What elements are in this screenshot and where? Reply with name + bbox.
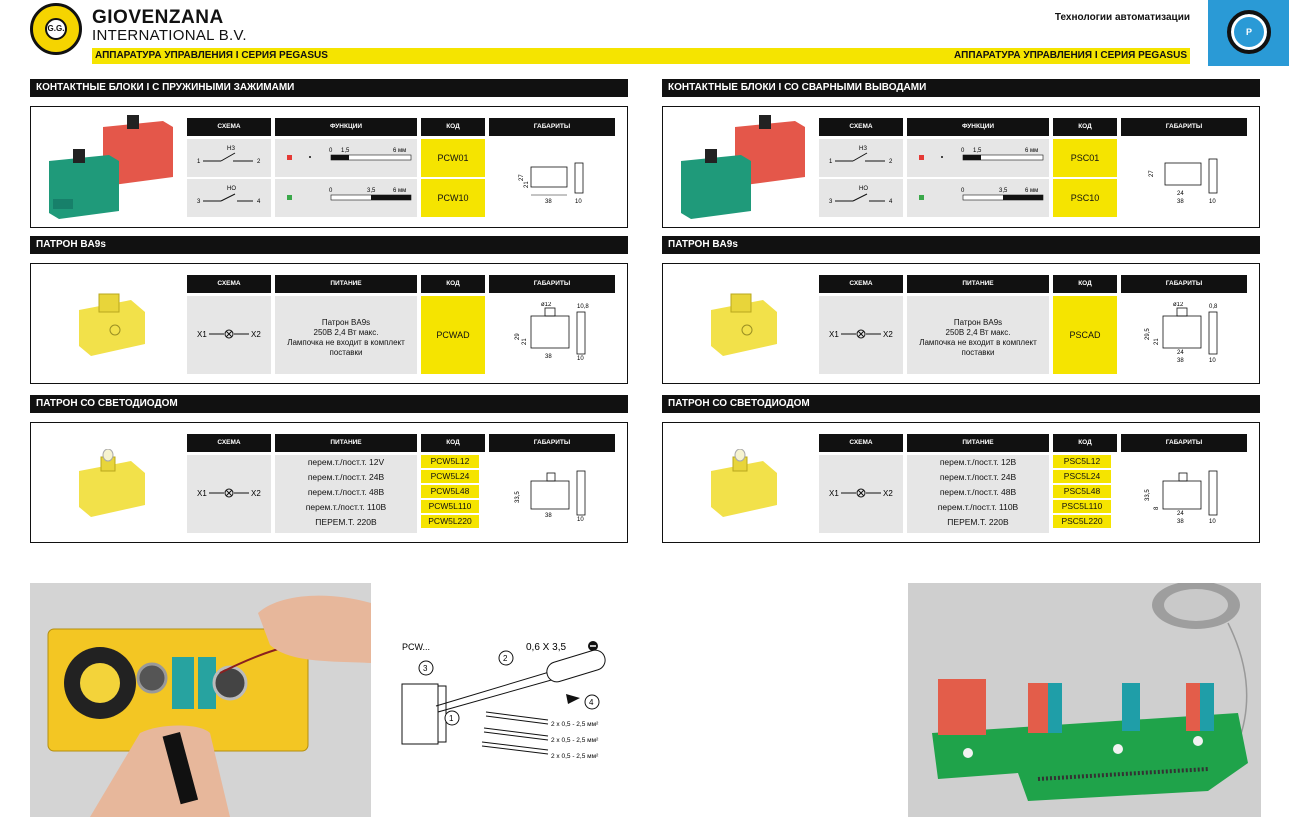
contacts-title: КОНТАКТНЫЕ БЛОКИ I СО СВАРНЫМИ ВЫВОДАМИ	[662, 79, 1260, 97]
function-no	[907, 179, 1049, 217]
svg-text:27: 27	[519, 174, 525, 181]
svg-text:3,5: 3,5	[367, 188, 376, 194]
svg-text:НЗ: НЗ	[227, 146, 235, 152]
svg-text:X1: X1	[829, 330, 839, 339]
svg-text:33,5: 33,5	[515, 491, 521, 503]
section-bar-right: АППАРАТУРА УПРАВЛЕНИЯ I СЕРИЯ PEGASUS	[954, 50, 1187, 61]
led-panel	[662, 422, 1260, 543]
contact-blocks-image	[43, 115, 193, 219]
contact-blocks-image	[675, 115, 825, 219]
code-row: PCW5L12	[421, 455, 479, 468]
svg-text:10,8: 10,8	[577, 304, 589, 310]
power-row: ПЕРЕМ.Т. 220В	[947, 517, 1009, 527]
svg-text:0,8: 0,8	[1209, 304, 1218, 310]
power-row: перем.т./пост.т. 110В	[305, 502, 387, 512]
col-power: ПИТАНИЕ	[275, 434, 417, 452]
col-dims: ГАБАРИТЫ	[489, 275, 615, 293]
svg-text:33,5: 33,5	[1145, 489, 1151, 501]
svg-text:10: 10	[1209, 358, 1216, 364]
svg-text:НО: НО	[227, 186, 236, 192]
col-scheme: СХЕМА	[819, 118, 903, 136]
svg-text:3: 3	[829, 199, 833, 205]
svg-text:38: 38	[1177, 519, 1184, 525]
col-dims: ГАБАРИТЫ	[1121, 434, 1247, 452]
svg-text:0: 0	[961, 148, 965, 154]
wiring-photo	[30, 583, 371, 817]
tab-letter: P	[1227, 10, 1271, 54]
svg-text:2: 2	[257, 159, 261, 165]
code-row: PCW5L48	[421, 485, 479, 498]
code-row: PSC5L110	[1053, 500, 1111, 513]
scheme-lamp	[187, 296, 271, 374]
col-functions: ФУНКЦИИ	[907, 118, 1049, 136]
svg-text:38: 38	[545, 354, 552, 360]
svg-text:6 мм: 6 мм	[393, 148, 407, 154]
ba9s-panel	[662, 263, 1260, 384]
col-scheme: СХЕМА	[187, 434, 271, 452]
code-row: PCW5L110	[421, 500, 479, 513]
svg-text:1,5: 1,5	[973, 148, 982, 154]
svg-text:8: 8	[1154, 506, 1160, 510]
svg-text:X1: X1	[197, 489, 207, 498]
dims-drawing	[511, 302, 601, 364]
col-dims: ГАБАРИТЫ	[489, 434, 615, 452]
svg-text:1: 1	[829, 159, 833, 165]
col-code: КОД	[421, 275, 485, 293]
contacts-title: КОНТАКТНЫЕ БЛОКИ I С ПРУЖИНЫМИ ЗАЖИМАМИ	[30, 79, 628, 97]
section-bar-left: АППАРАТУРА УПРАВЛЕНИЯ I СЕРИЯ PEGASUS	[95, 50, 328, 61]
power-row: перем.т./пост.т. 110В	[937, 502, 1019, 512]
col-code: КОД	[421, 434, 485, 452]
col-dims: ГАБАРИТЫ	[489, 118, 615, 136]
svg-text:2 x 0,5 - 2,5 мм²: 2 x 0,5 - 2,5 мм²	[551, 721, 599, 728]
contacts-panel	[30, 106, 628, 228]
brand-subtitle: INTERNATIONAL B.V.	[92, 27, 247, 44]
scheme-nc	[819, 139, 903, 177]
power-row: ПЕРЕМ.Т. 220В	[315, 517, 377, 527]
col-power: ПИТАНИЕ	[275, 275, 417, 293]
ba9s-panel	[30, 263, 628, 384]
led-title: ПАТРОН СО СВЕТОДИОДОМ	[30, 395, 628, 413]
power-line: Лампочка не входит в комплект	[919, 338, 1037, 347]
code-row: PSC5L48	[1053, 485, 1111, 498]
svg-text:4: 4	[589, 698, 594, 707]
svg-text:ø12: ø12	[1173, 302, 1184, 308]
svg-text:3,5: 3,5	[999, 188, 1008, 194]
power-row: перем.т./пост.т. 48В	[307, 487, 385, 497]
power-ba9s	[275, 296, 417, 374]
col-dims: ГАБАРИТЫ	[1121, 275, 1247, 293]
svg-text:0: 0	[329, 188, 333, 194]
svg-text:27: 27	[1149, 170, 1155, 177]
svg-text:НО: НО	[859, 186, 868, 192]
svg-text:ø12: ø12	[541, 302, 552, 308]
code-pscad: PSCAD	[1053, 296, 1117, 374]
pcb-photo	[908, 583, 1261, 817]
svg-text:3: 3	[197, 199, 201, 205]
svg-text:2: 2	[503, 654, 508, 663]
col-code: КОД	[1053, 118, 1117, 136]
svg-text:29,5: 29,5	[1145, 328, 1151, 340]
svg-text:38: 38	[545, 513, 552, 519]
svg-text:10: 10	[575, 199, 582, 205]
col-power: ПИТАНИЕ	[907, 275, 1049, 293]
svg-text:3: 3	[423, 664, 428, 673]
svg-text:29: 29	[515, 333, 521, 340]
tagline: Технологии автоматизации	[1054, 12, 1190, 23]
svg-text:0,6 X 3,5: 0,6 X 3,5	[526, 642, 567, 653]
svg-text:21: 21	[1154, 338, 1160, 345]
power-row: перем.т./пост.т. 24В	[939, 472, 1017, 482]
led-title: ПАТРОН СО СВЕТОДИОДОМ	[662, 395, 1260, 413]
scheme-no	[819, 179, 903, 217]
col-functions: ФУНКЦИИ	[275, 118, 417, 136]
svg-text:X1: X1	[197, 330, 207, 339]
svg-text:10: 10	[577, 517, 584, 523]
col-scheme: СХЕМА	[819, 434, 903, 452]
svg-text:24: 24	[1177, 350, 1184, 356]
svg-text:0: 0	[329, 148, 333, 154]
ba9s-holder-image	[703, 290, 783, 360]
svg-text:2 x 0,5 - 2,5 мм²: 2 x 0,5 - 2,5 мм²	[551, 737, 599, 744]
code-psc10: PSC10	[1053, 179, 1117, 217]
svg-text:2 x 0,5 - 2,5 мм²: 2 x 0,5 - 2,5 мм²	[551, 753, 599, 760]
code-row: PCW5L220	[421, 515, 479, 528]
svg-text:6 мм: 6 мм	[1025, 148, 1039, 154]
svg-text:21: 21	[522, 338, 528, 345]
dims-drawing	[517, 155, 597, 209]
svg-text:1: 1	[197, 159, 201, 165]
svg-text:24: 24	[1177, 191, 1184, 197]
power-ba9s	[907, 296, 1049, 374]
svg-text:21: 21	[524, 181, 530, 188]
col-scheme: СХЕМА	[187, 275, 271, 293]
logo-text: G.G.	[45, 18, 67, 40]
scheme-no	[187, 179, 271, 217]
svg-text:2: 2	[889, 159, 893, 165]
scheme-led	[187, 455, 271, 533]
svg-text:10: 10	[577, 356, 584, 362]
svg-text:PCW...: PCW...	[402, 642, 431, 652]
power-line: 250В 2,4 Вт макс.	[945, 328, 1011, 337]
contacts-panel	[662, 106, 1260, 228]
code-psc01: PSC01	[1053, 139, 1117, 177]
power-row: перем.т./пост.т. 24В	[307, 472, 385, 482]
svg-text:4: 4	[257, 199, 261, 205]
code-row: PSC5L12	[1053, 455, 1111, 468]
ba9s-title: ПАТРОН BA9s	[30, 236, 628, 254]
dims-drawing	[511, 463, 601, 525]
power-row: перем.т./пост.т. 48В	[939, 487, 1017, 497]
scheme-nc	[187, 139, 271, 177]
svg-text:4: 4	[889, 199, 893, 205]
code-pcwad: PCWAD	[421, 296, 485, 374]
scheme-lamp	[819, 296, 903, 374]
scheme-led	[819, 455, 903, 533]
company-logo	[30, 3, 82, 55]
section-tab[interactable]	[1208, 0, 1289, 66]
brand-name: GIOVENZANA	[92, 7, 224, 28]
section-bar	[92, 48, 1190, 64]
svg-text:10: 10	[1209, 519, 1216, 525]
dims-drawing	[1143, 463, 1233, 525]
svg-text:6 мм: 6 мм	[393, 188, 407, 194]
svg-text:X1: X1	[829, 489, 839, 498]
svg-text:10: 10	[1209, 199, 1216, 205]
power-line: поставки	[961, 348, 995, 357]
power-line: Патрон BA9s	[953, 318, 1003, 327]
code-row: PCW5L24	[421, 470, 479, 483]
svg-text:38: 38	[1177, 199, 1184, 205]
power-list	[907, 455, 1049, 533]
svg-text:38: 38	[545, 199, 552, 205]
col-code: КОД	[1053, 275, 1117, 293]
code-row: PSC5L220	[1053, 515, 1111, 528]
svg-text:0: 0	[961, 188, 965, 194]
ba9s-holder-image	[71, 290, 151, 360]
svg-text:24: 24	[1177, 511, 1184, 517]
installation-diagram	[396, 636, 626, 766]
function-nc	[907, 139, 1049, 177]
svg-text:38: 38	[1177, 358, 1184, 364]
code-pcw01: PCW01	[421, 139, 485, 177]
svg-text:X2: X2	[883, 489, 893, 498]
svg-text:1,5: 1,5	[341, 148, 350, 154]
function-no	[275, 179, 417, 217]
col-power: ПИТАНИЕ	[907, 434, 1049, 452]
svg-text:X2: X2	[251, 330, 261, 339]
power-line: Патрон BA9s	[321, 318, 371, 327]
function-nc	[275, 139, 417, 177]
col-code: КОД	[1053, 434, 1117, 452]
dims-drawing	[1147, 151, 1233, 211]
power-list	[275, 455, 417, 533]
dims-drawing	[1143, 302, 1233, 364]
col-dims: ГАБАРИТЫ	[1121, 118, 1247, 136]
col-code: КОД	[421, 118, 485, 136]
power-line: поставки	[329, 348, 363, 357]
power-row: перем.т./пост.т. 12В	[939, 457, 1017, 467]
power-line: 250В 2,4 Вт макс.	[313, 328, 379, 337]
col-scheme: СХЕМА	[187, 118, 271, 136]
svg-text:X2: X2	[883, 330, 893, 339]
led-panel	[30, 422, 628, 543]
svg-text:6 мм: 6 мм	[1025, 188, 1039, 194]
svg-text:1: 1	[449, 714, 454, 723]
code-row: PSC5L24	[1053, 470, 1111, 483]
power-row: перем.т./пост.т. 12V	[307, 457, 385, 467]
ba9s-title: ПАТРОН BA9s	[662, 236, 1260, 254]
code-pcw10: PCW10	[421, 179, 485, 217]
svg-text:X2: X2	[251, 489, 261, 498]
svg-text:НЗ: НЗ	[859, 146, 867, 152]
led-holder-image	[703, 449, 783, 519]
led-holder-image	[71, 449, 151, 519]
power-line: Лампочка не входит в комплект	[287, 338, 405, 347]
col-scheme: СХЕМА	[819, 275, 903, 293]
